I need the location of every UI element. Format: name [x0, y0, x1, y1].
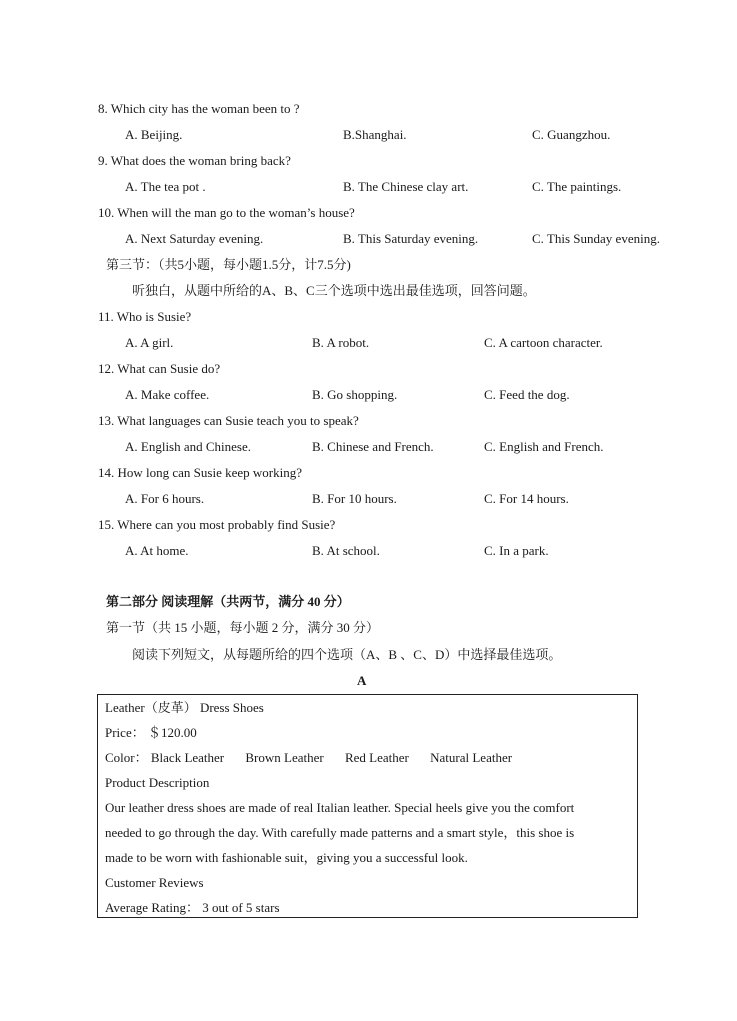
question-12-option-a: A. Make coffee. — [125, 387, 210, 402]
color-option: Brown Leather — [245, 750, 324, 765]
question-9-stem: 9. What does the woman bring back? — [98, 153, 291, 168]
question-13-option-a: A. English and Chinese. — [125, 439, 252, 454]
question-8-option-a: A. Beijing. — [125, 127, 183, 142]
color-option: Red Leather — [344, 750, 409, 765]
question-11-option-b: B. A robot. — [312, 335, 370, 350]
question-8-option-b: B.Shanghai. — [343, 127, 407, 142]
product-box — [97, 694, 638, 918]
question-14-option-c: C. For 14 hours. — [484, 491, 569, 506]
product-colors — [105, 750, 512, 766]
question-10-option-c: C. This Sunday evening. — [532, 231, 660, 246]
product-description — [105, 795, 632, 870]
part2-instruction: 阅读下列短文，从每题所给的四个选项（A、B 、C、D）中选择最佳选项。 — [132, 647, 562, 662]
question-15-option-b: B. At school. — [312, 543, 380, 558]
question-12-stem: 12. What can Susie do? — [98, 361, 221, 376]
section3-heading: 第三节：（共5小题，每小题1.5分，计7.5分) — [106, 257, 351, 272]
description-heading: Product Description — [105, 775, 210, 790]
question-15-stem: 15. Where can you most probably find Susie? — [98, 517, 336, 532]
question-12-option-c: C. Feed the dog. — [484, 387, 570, 402]
part2-heading: 第二部分 阅读理解（共两节，满分 40 分） — [106, 594, 350, 609]
color-option: Black Leather — [150, 750, 225, 765]
question-14-stem: 14. How long can Susie keep working? — [98, 465, 302, 480]
question-13-stem: 13. What languages can Susie teach you to speak? — [98, 413, 359, 428]
question-13-option-b: B. Chinese and French. — [312, 439, 434, 454]
question-9-option-b: B. The Chinese clay art. — [343, 179, 469, 194]
color-option: Natural Leather — [430, 750, 513, 765]
description-line: made to be worn with fashionable suit，giving you a successful look. — [105, 850, 468, 865]
question-11-stem: 11. Who is Susie? — [98, 309, 192, 324]
part2-section1-heading: 第一节（共 15 小题，每小题 2 分，满分 30 分） — [106, 620, 380, 635]
product-title: Leather（皮革） Dress Shoes — [105, 700, 264, 715]
question-15-option-c: C. In a park. — [484, 543, 549, 558]
question-11-option-a: A. A girl. — [125, 335, 174, 350]
passage-label: A — [357, 673, 367, 688]
question-8-option-c: C. Guangzhou. — [532, 127, 611, 142]
question-11-option-c: C. A cartoon character. — [484, 335, 603, 350]
question-15-option-a: A. At home. — [125, 543, 189, 558]
question-12-option-b: B. Go shopping. — [312, 387, 398, 402]
question-8-stem: 8. Which city has the woman been to ? — [98, 101, 300, 116]
average-rating: Average Rating： 3 out of 5 stars — [105, 900, 280, 915]
question-9-option-c: C. The paintings. — [532, 179, 622, 194]
question-14-option-a: A. For 6 hours. — [125, 491, 205, 506]
description-line: needed to go through the day. With carefully made patterns and a smart style，this shoe is — [105, 825, 575, 840]
question-10-option-a: A. Next Saturday evening. — [125, 231, 264, 246]
color-label: Color： — [105, 750, 148, 765]
question-10-stem: 10. When will the man go to the woman’s house? — [98, 205, 355, 220]
question-14-option-b: B. For 10 hours. — [312, 491, 397, 506]
section3-instruction: 听独白，从题中所给的A、B、C三个选项中选出最佳选项，回答问题。 — [132, 283, 536, 298]
reviews-heading: Customer Reviews — [105, 875, 204, 890]
question-9-option-a: A. The tea pot . — [125, 179, 206, 194]
question-10-option-b: B. This Saturday evening. — [343, 231, 479, 246]
product-price: Price： ＄120.00 — [105, 725, 197, 740]
question-13-option-c: C. English and French. — [484, 439, 604, 454]
description-line: Our leather dress shoes are made of real Italian leather. Special heels give you the comfort — [105, 800, 575, 815]
